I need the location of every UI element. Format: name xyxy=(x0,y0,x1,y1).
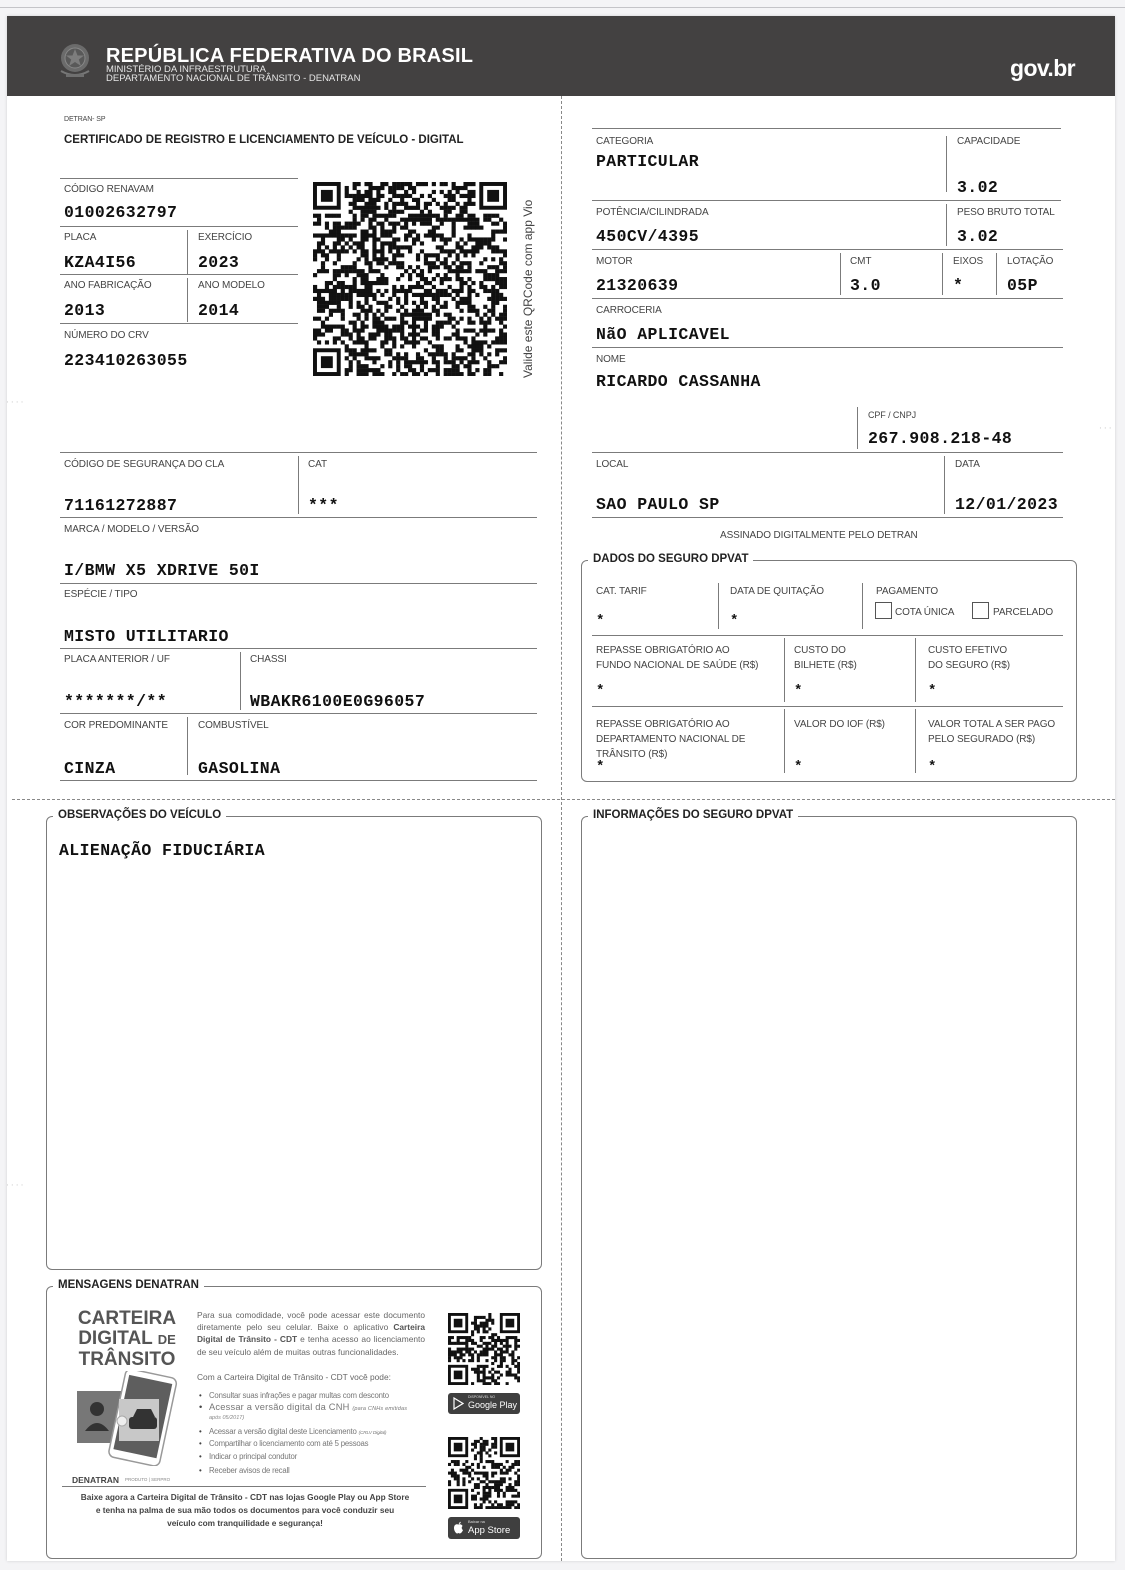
cdt-intro-paragraph xyxy=(197,1309,425,1358)
divider xyxy=(944,456,945,514)
parcelado-checkbox[interactable] xyxy=(972,602,989,619)
divider xyxy=(996,253,997,295)
google-play-qr-code[interactable] xyxy=(448,1313,520,1385)
divider xyxy=(857,407,858,449)
feature-item: • Receber avisos de recall xyxy=(209,1466,290,1475)
marca-modelo-label: MARCA / MODELO / VERSÃO xyxy=(64,524,199,535)
valor-total-label-2: PELO SEGURADO (R$) xyxy=(928,734,1036,745)
divider xyxy=(60,178,298,179)
cor-value: CINZA xyxy=(64,759,116,778)
cdt-app-name: Carteira Digital de Trânsito - CDT xyxy=(197,1322,425,1345)
repasse-fns-label-1: REPASSE OBRIGATÓRIO AO xyxy=(596,645,730,656)
potencia-value: 450CV/4395 xyxy=(596,227,700,246)
divider xyxy=(840,253,841,295)
dpvat-box-title: DADOS DO SEGURO DPVAT xyxy=(588,553,753,565)
local-label: LOCAL xyxy=(596,459,629,470)
cor-label: COR PREDOMINANTE xyxy=(64,720,168,731)
divider xyxy=(60,713,537,714)
margin-marks-left-lower: ···· xyxy=(6,1181,26,1191)
cota-unica-checkbox[interactable] xyxy=(875,602,892,619)
divider xyxy=(592,635,1063,636)
divider xyxy=(60,323,298,324)
lotacao-value: 05P xyxy=(1007,276,1038,295)
feature-note: (CRLV Digital) xyxy=(358,1431,387,1436)
divider xyxy=(60,274,298,275)
divider xyxy=(915,709,916,773)
google-play-badge[interactable] xyxy=(448,1393,520,1414)
cdt-download-message xyxy=(55,1491,435,1530)
divider xyxy=(60,583,537,584)
app-store-label: App Store xyxy=(468,1525,511,1536)
categoria-label: CATEGORIA xyxy=(596,136,654,147)
cmt-value: 3.0 xyxy=(850,276,881,295)
cdt-intro-text: Para sua comodidade, você pode acessar este documento diretamente pelo seu celular. Baixe o aplicativo xyxy=(197,1310,425,1333)
chassi-label: CHASSI xyxy=(250,654,287,665)
cpf-value: 267.908.218-48 xyxy=(868,429,1013,448)
codigo-seguranca-value: 71161272887 xyxy=(64,496,178,515)
cpf-label: CPF / CNPJ xyxy=(868,410,917,420)
cdt-logo-line-2 xyxy=(77,1329,177,1350)
eixos-value: * xyxy=(953,276,964,295)
placa-label: PLACA xyxy=(64,232,97,243)
lotacao-label: LOTAÇÃO xyxy=(1007,256,1054,267)
divider xyxy=(784,638,785,702)
crv-value: 223410263055 xyxy=(64,351,188,370)
feature-item xyxy=(209,1427,386,1436)
divider xyxy=(60,780,537,781)
info-dpvat-box xyxy=(581,816,1077,1559)
divider xyxy=(60,648,537,649)
divider xyxy=(62,1486,426,1487)
motor-label: MOTOR xyxy=(596,256,633,267)
cdt-download-line-1: Baixe agora a Carteira Digital de Trânsito - CDT nas lojas Google Play ou App Store xyxy=(80,1492,410,1502)
divider xyxy=(592,298,1063,299)
exercicio-label: EXERCÍCIO xyxy=(198,232,253,243)
divider xyxy=(592,517,1063,518)
app-store-badge[interactable] xyxy=(448,1517,520,1539)
cota-unica-label: COTA ÚNICA xyxy=(895,607,955,618)
custo-efetivo-label-1: CUSTO EFETIVO xyxy=(928,645,1008,656)
feature-note: (para CNHs emitidas xyxy=(352,1406,408,1412)
window-top-border xyxy=(0,7,1125,8)
header-ministry: MINISTÉRIO DA INFRAESTRUTURA xyxy=(106,64,266,75)
header-title: REPÚBLICA FEDERATIVA DO BRASIL xyxy=(106,45,474,67)
pagamento-label: PAGAMENTO xyxy=(876,586,939,597)
cdt-download-line-3: veículo com tranquilidade e segurança! xyxy=(167,1518,323,1528)
capacidade-label: CAPACIDADE xyxy=(957,136,1021,147)
header-department: DEPARTAMENTO NACIONAL DE TRÂNSITO - DENATRAN xyxy=(106,73,361,84)
especie-tipo-value: MISTO UTILITARIO xyxy=(64,627,229,646)
cmt-label: CMT xyxy=(850,256,872,267)
app-store-qr-code[interactable] xyxy=(448,1437,520,1509)
divider xyxy=(60,517,537,518)
info-dpvat-title: INFORMAÇÕES DO SEGURO DPVAT xyxy=(588,809,798,821)
potencia-label: POTÊNCIA/CILINDRADA xyxy=(596,207,709,218)
document-header xyxy=(7,16,1115,96)
peso-bruto-value: 3.02 xyxy=(957,227,999,246)
app-store-small-text: Baixar na xyxy=(468,1519,485,1524)
cdt-logo-digital: DIGITAL xyxy=(78,1328,153,1349)
motor-value: 21320639 xyxy=(596,276,679,295)
cat-value: *** xyxy=(308,496,339,515)
feature-item: • Consultar suas infrações e pagar multas com desconto xyxy=(209,1391,389,1400)
repasse-dnt-label-1: REPASSE OBRIGATÓRIO AO xyxy=(596,719,730,730)
mensagens-title: MENSAGENS DENATRAN xyxy=(53,1279,204,1291)
divider xyxy=(60,226,298,227)
placa-anterior-label: PLACA ANTERIOR / UF xyxy=(64,654,170,665)
document-sheet xyxy=(7,16,1115,1561)
denatran-brand: DENATRAN xyxy=(72,1475,120,1485)
cdt-intro-text-end: e tenha acesso ao licenciamento de seu veículo além de muitas outras funcionalidades. xyxy=(197,1334,425,1357)
repasse-dnt-label-2: DEPARTAMENTO NACIONAL DE xyxy=(596,734,746,745)
placa-anterior-value: *******/** xyxy=(64,692,168,711)
cat-tarif-label: CAT. TARIF xyxy=(596,586,647,597)
observacoes-title: OBSERVAÇÕES DO VEÍCULO xyxy=(53,809,226,821)
custo-efetivo-value: * xyxy=(928,683,937,699)
qr-caption: Valide este QRCode com app Vio xyxy=(521,199,535,378)
divider xyxy=(187,717,188,775)
marca-modelo-value: I/BMW X5 XDRIVE 50I xyxy=(64,561,260,580)
vertical-cut-line xyxy=(561,96,562,1561)
valor-total-value: * xyxy=(928,759,937,775)
peso-bruto-label: PESO BRUTO TOTAL xyxy=(957,207,1055,218)
divider xyxy=(592,249,1063,250)
repasse-fns-label-2: FUNDO NACIONAL DE SAÚDE (R$) xyxy=(596,660,759,671)
google-play-label: Google Play xyxy=(468,1400,518,1410)
validation-qr-code[interactable] xyxy=(313,182,507,376)
placa-value: KZA4I56 xyxy=(64,253,137,272)
feature-item: • Indicar o principal condutor xyxy=(209,1452,297,1461)
carroceria-value: NãO APLICAVEL xyxy=(596,325,730,344)
nome-label: NOME xyxy=(596,354,626,365)
data-quitacao-value: * xyxy=(730,613,739,629)
divider xyxy=(187,278,188,322)
custo-bilhete-label-2: BILHETE (R$) xyxy=(794,660,857,671)
divider xyxy=(298,456,299,514)
repasse-fns-value: * xyxy=(596,683,605,699)
chassi-value: WBAKR6100E0G96057 xyxy=(250,692,426,711)
divider xyxy=(592,706,1063,707)
especie-tipo-label: ESPÉCIE / TIPO xyxy=(64,589,138,600)
apple-logo-icon xyxy=(453,1521,464,1534)
divider xyxy=(862,583,863,629)
horizontal-cut-line xyxy=(12,799,1115,800)
local-value: SAO PAULO SP xyxy=(596,495,720,514)
cdt-logo-line-1: CARTEIRA xyxy=(77,1308,177,1329)
cdt-features-intro: Com a Carteira Digital de Trânsito - CDT você pode: xyxy=(197,1372,391,1382)
feature-text: Acessar a versão digital da CNH xyxy=(209,1402,350,1412)
observacoes-text: ALIENAÇÃO FIDUCIÁRIA xyxy=(59,841,266,860)
valor-iof-value: * xyxy=(794,759,803,775)
data-value: 12/01/2023 xyxy=(955,495,1059,514)
ano-fabricacao-label: ANO FABRICAÇÃO xyxy=(64,280,152,291)
nome-value: RICARDO CASSANHA xyxy=(596,372,761,391)
divider xyxy=(942,253,943,295)
repasse-dnt-label-3: TRÂNSITO (R$) xyxy=(596,749,668,760)
parcelado-label: PARCELADO xyxy=(993,607,1054,618)
divider xyxy=(187,230,188,274)
repasse-dnt-value: * xyxy=(596,759,605,775)
ano-fabricacao-value: 2013 xyxy=(64,301,106,320)
ano-modelo-value: 2014 xyxy=(198,301,240,320)
eixos-label: EIXOS xyxy=(953,256,984,267)
feature-note-cont: após 05/2017) xyxy=(209,1415,245,1421)
divider xyxy=(718,583,719,629)
divider xyxy=(592,128,1061,129)
data-quitacao-label: DATA DE QUITAÇÃO xyxy=(730,586,824,597)
valor-iof-label: VALOR DO IOF (R$) xyxy=(794,719,885,730)
cat-tarif-value: * xyxy=(596,613,605,629)
data-label: DATA xyxy=(955,459,980,470)
codigo-seguranca-label: CÓDIGO DE SEGURANÇA DO CLA xyxy=(64,459,225,470)
divider xyxy=(784,709,785,773)
observacoes-box xyxy=(46,816,542,1270)
feature-item xyxy=(209,1402,407,1412)
govbr-logo: gov.br xyxy=(1010,55,1075,81)
divider xyxy=(240,652,241,710)
capacidade-value: 3.02 xyxy=(957,178,999,197)
combustivel-value: GASOLINA xyxy=(198,759,281,778)
feature-text: Acessar a versão digital deste Licenciamento xyxy=(209,1427,357,1436)
play-icon xyxy=(453,1397,464,1410)
custo-efetivo-label-2: DO SEGURO (R$) xyxy=(928,660,1010,671)
carroceria-label: CARROCERIA xyxy=(596,305,662,316)
renavam-value: 01002632797 xyxy=(64,203,178,222)
document-title: CERTIFICADO DE REGISTRO E LICENCIAMENTO DE VEÍCULO - DIGITAL xyxy=(64,134,464,146)
combustivel-label: COMBUSTÍVEL xyxy=(198,720,269,731)
categoria-value: PARTICULAR xyxy=(596,152,700,171)
valor-total-label-1: VALOR TOTAL A SER PAGO xyxy=(928,719,1056,730)
divider xyxy=(915,638,916,702)
divider xyxy=(592,452,1063,453)
signed-note: ASSINADO DIGITALMENTE PELO DETRAN xyxy=(720,530,918,541)
serpro-brand: PRODUTO | SERPRO xyxy=(125,1477,171,1482)
crv-label: NÚMERO DO CRV xyxy=(64,330,149,341)
cdt-logo xyxy=(77,1309,177,1370)
cdt-download-line-2: e tenha na palma de sua mão todos os documentos para você conduzir seu xyxy=(95,1505,395,1515)
renavam-label: CÓDIGO RENAVAM xyxy=(64,184,154,195)
issuer-label: DETRAN- SP xyxy=(64,116,106,123)
cdt-logo-de: DE xyxy=(157,1332,176,1347)
cdt-phone-illustration-icon xyxy=(75,1371,185,1466)
ano-modelo-label: ANO MODELO xyxy=(198,280,265,291)
divider xyxy=(592,200,1061,201)
margin-marks-right: ··· xyxy=(1099,424,1114,434)
divider xyxy=(946,136,947,192)
divider xyxy=(60,452,537,453)
google-play-small-text: DISPONÍVEL NO xyxy=(468,1395,496,1399)
cdt-logo-line-3: TRÂNSITO xyxy=(78,1349,176,1370)
divider xyxy=(946,204,947,246)
custo-bilhete-value: * xyxy=(794,683,803,699)
custo-bilhete-label-1: CUSTO DO xyxy=(794,645,846,656)
cat-label: CAT xyxy=(308,459,327,470)
margin-marks-left: ···· xyxy=(6,398,26,408)
brazil-coat-of-arms-icon xyxy=(57,41,93,81)
divider xyxy=(592,347,1063,348)
exercicio-value: 2023 xyxy=(198,253,240,272)
feature-item: • Compartilhar o licenciamento com até 5 pessoas xyxy=(209,1439,368,1448)
